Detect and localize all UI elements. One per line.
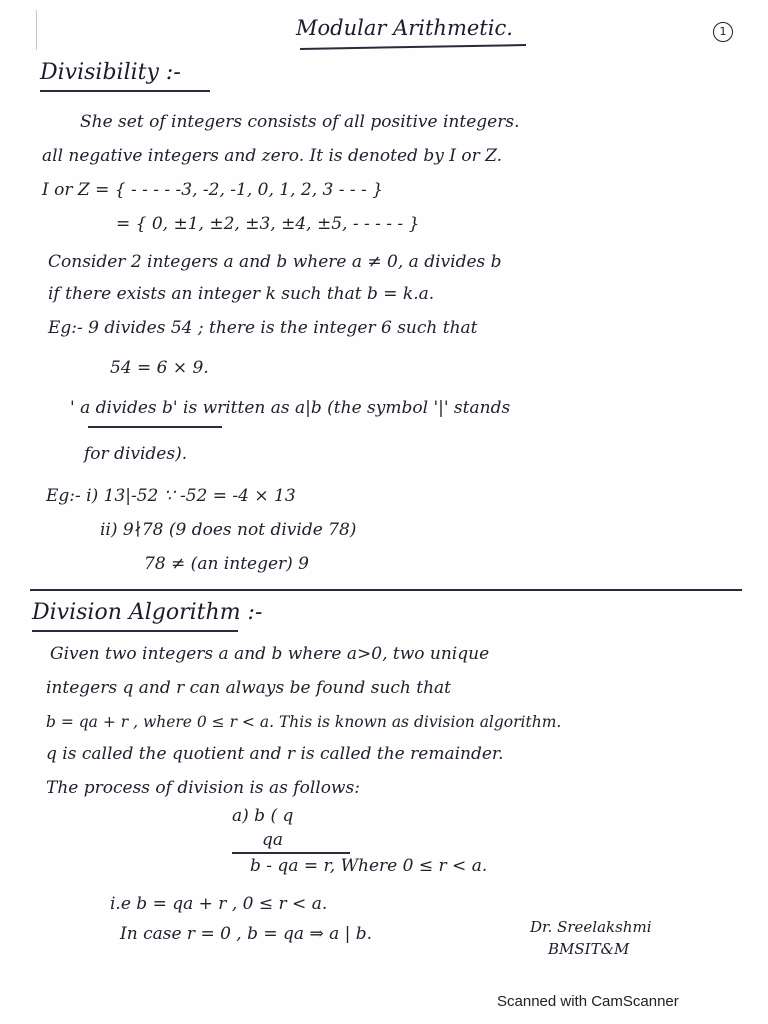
text-line: ' a divides b' is written as a|b (the symbol '|' stands <box>70 398 511 418</box>
text-line: Consider 2 integers a and b where a ≠ 0, a divides b <box>48 252 502 272</box>
margin-mark <box>36 10 37 50</box>
text-line: 78 ≠ (an integer) 9 <box>144 554 310 574</box>
title-underline <box>300 44 526 50</box>
long-division-rule <box>232 852 350 854</box>
divisibility-heading: Divisibility :- <box>40 60 181 85</box>
long-division-setup: a) b ( q <box>232 806 294 826</box>
scanner-watermark: Scanned with CamScanner <box>497 993 679 1010</box>
text-line: all negative integers and zero. It is denoted by I or Z. <box>42 146 503 166</box>
long-division-remainder: b - qa = r, Where 0 ≤ r < a. <box>250 856 488 876</box>
section-divider <box>30 589 742 591</box>
text-line: = { 0, ±1, ±2, ±3, ±4, ±5, - - - - - } <box>116 214 420 234</box>
text-line: if there exists an integer k such that b = k.a. <box>48 284 435 304</box>
text-line: for divides). <box>84 444 188 464</box>
page-number: 1 <box>713 22 733 42</box>
division-algorithm-heading: Division Algorithm :- <box>32 600 263 625</box>
page-title: Modular Arithmetic. <box>296 16 513 40</box>
text-line: Given two integers a and b where a>0, two unique <box>50 644 490 664</box>
text-line: She set of integers consists of all positive integers. <box>80 112 520 132</box>
text-line: The process of division is as follows: <box>46 778 360 798</box>
signature-institution: BMSIT&M <box>548 940 630 958</box>
text-line: I or Z = { - - - - -3, -2, -1, 0, 1, 2, 3 - - - } <box>42 180 384 200</box>
text-line: q is called the quotient and r is called the remainder. <box>46 744 504 764</box>
text-line: integers q and r can always be found such that <box>46 678 452 698</box>
text-line: b = qa + r , where 0 ≤ r < a. This is known as division algorithm. <box>46 713 562 731</box>
phrase-underline <box>88 426 222 428</box>
text-line: In case r = 0 , b = qa ⇒ a | b. <box>120 924 373 944</box>
text-line: Eg:- i) 13|-52 ∵ -52 = -4 × 13 <box>46 486 296 506</box>
long-division-product: qa <box>262 830 284 850</box>
text-line: Eg:- 9 divides 54 ; there is the integer 6 such that <box>48 318 478 338</box>
heading-underline <box>32 630 238 632</box>
text-line: i.e b = qa + r , 0 ≤ r < a. <box>110 894 328 914</box>
heading-underline <box>40 90 210 92</box>
text-line: ii) 9∤78 (9 does not divide 78) <box>100 520 357 540</box>
text-line: 54 = 6 × 9. <box>110 358 209 378</box>
signature-name: Dr. Sreelakshmi <box>530 918 652 936</box>
